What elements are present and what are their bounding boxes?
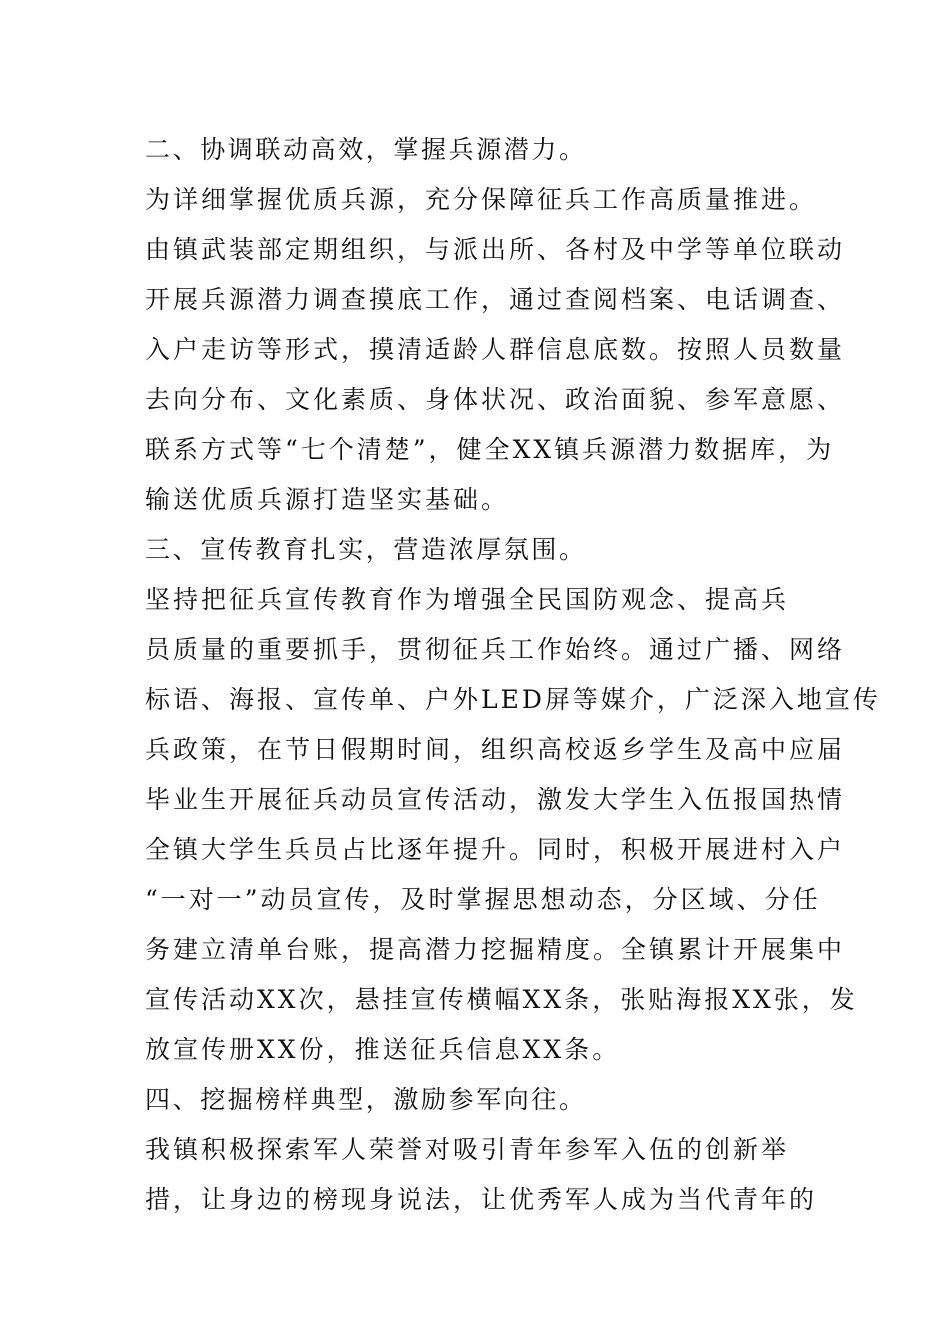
paragraph-line: 我镇积极探索军人荣誉对吸引青年参军入伍的创新举 xyxy=(145,1135,790,1164)
section-heading-4: 四、挖掘榜样典型，激励参军向往。 xyxy=(145,1085,587,1114)
section-heading-2: 二、协调联动高效，掌握兵源潜力。 xyxy=(145,135,587,164)
paragraph-line: 务建立清单台账，提高潜力挖掘精度。全镇累计开展集中 xyxy=(145,935,846,964)
paragraph-line: 入户走访等形式，摸清适龄人群信息底数。按照人员数量 xyxy=(145,335,846,364)
paragraph-line: 放宣传册XX份，推送征兵信息XX条。 xyxy=(145,1035,621,1064)
paragraph-line: 输送优质兵源打造坚实基础。 xyxy=(145,485,510,514)
paragraph-line: “一对一”动员宣传，及时掌握思想动态，分区域、分任 xyxy=(145,885,821,914)
paragraph-line: 由镇武装部定期组织，与派出所、各村及中学等单位联动 xyxy=(145,235,846,264)
paragraph-line: 宣传活动XX次，悬挂宣传横幅XX条，张贴海报XX张，发 xyxy=(145,985,858,1014)
paragraph-line: 员质量的重要抓手，贯彻征兵工作始终。通过广播、网络 xyxy=(145,635,846,664)
paragraph-line: 全镇大学生兵员占比逐年提升。同时，积极开展进村入户 xyxy=(145,835,846,864)
paragraph-line: 兵政策，在节日假期时间，组织高校返乡学生及高中应届 xyxy=(145,735,846,764)
paragraph-line: 联系方式等“七个清楚”，健全XX镇兵源潜力数据库，为 xyxy=(145,435,835,464)
section-heading-3: 三、宣传教育扎实，营造浓厚氛围。 xyxy=(145,535,587,564)
paragraph-line: 开展兵源潜力调查摸底工作，通过查阅档案、电话调查、 xyxy=(145,285,846,314)
paragraph-line: 坚持把征兵宣传教育作为增强全民国防观念、提高兵 xyxy=(145,585,790,614)
paragraph-line: 标语、海报、宣传单、户外LED屏等媒介，广泛深入地宣传 xyxy=(145,685,881,714)
paragraph-line: 为详细掌握优质兵源，充分保障征兵工作高质量推进。 xyxy=(145,185,818,214)
paragraph-line: 毕业生开展征兵动员宣传活动，激发大学生入伍报国热情 xyxy=(145,785,846,814)
paragraph-line: 措，让身边的榜现身说法，让优秀军人成为当代青年的 xyxy=(145,1185,818,1214)
paragraph-line: 去向分布、文化素质、身体状况、政治面貌、参军意愿、 xyxy=(145,385,846,414)
